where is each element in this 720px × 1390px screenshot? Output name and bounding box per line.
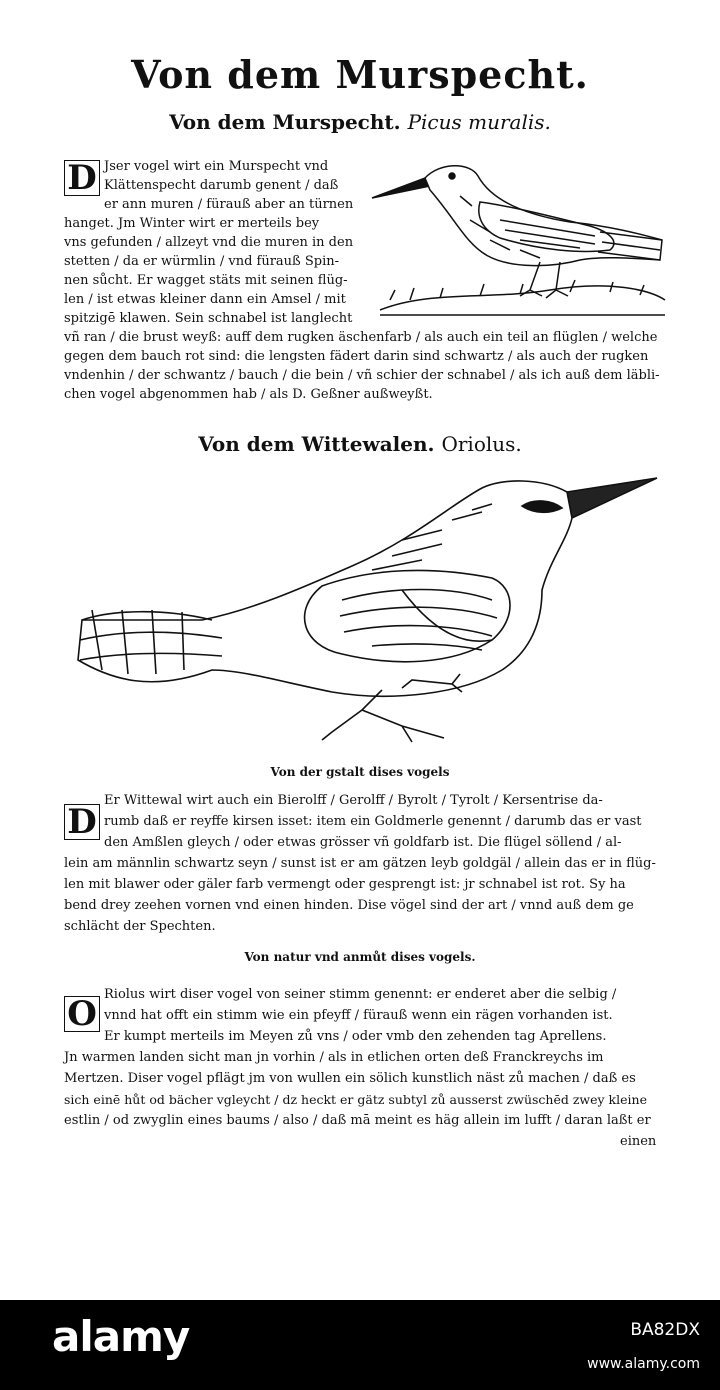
watermark-image-code: BA82DX (630, 1320, 700, 1340)
text-line: gegen dem bauch rot sind: die lengsten fädert darin sind schwartz / als auch der rugken (64, 349, 649, 364)
woodcut-oriole-illustration (72, 470, 662, 750)
text-line: sich einē hůt od bächer vgleycht / dz heckt er gätz subtyl zů ausserst zwüschēd zwey kleine (64, 1092, 647, 1107)
text-line: bend drey zeehen vornen vnd einen hinden. Dise vögel sind der art / vnnd auß dem ge (64, 898, 634, 913)
text-line: estlin / od zwyglin eines baums / also / daß mā meint es häg allein im lufft / daran laßt er (64, 1113, 651, 1128)
text-line: len mit blawer oder gäler farb vermengt oder gesprengt ist: jr schnabel ist rot. Sy ha (64, 877, 626, 892)
dropcap-initial: D (64, 804, 100, 840)
text-line: nen sůcht. Er wagget stäts mit seinen flüg- (64, 273, 348, 288)
caption-nature: Von natur vnd anmůt dises vogels. (244, 950, 476, 964)
text-line: vnnd hat offt ein stimm wie ein pfeyff / fürauß wenn ein rägen vorhanden ist. (104, 1008, 613, 1023)
watermark-url: www.alamy.com (587, 1356, 700, 1372)
text-line: Er Wittewal wirt auch ein Bierolff / Gerolff / Byrolt / Tyrolt / Kersentrise da- (104, 793, 603, 808)
text-line: len / ist etwas kleiner dann ein Amsel / mit (64, 292, 346, 307)
section-title-latin: Oriolus. (441, 432, 522, 456)
text-line: Klättenspecht darumb genent / daß (104, 178, 339, 193)
text-line: Er kumpt merteils im Meyen zů vns / oder vmb den zehenden tag Aprellens. (104, 1029, 607, 1044)
text-line: vns gefunden / allzeyt vnd die muren in den (64, 235, 354, 250)
text-line: Riolus wirt diser vogel von seiner stimm genennt: er enderet aber die selbig / (104, 987, 617, 1002)
dropcap-initial: O (64, 996, 100, 1032)
text-line: Jser vogel wirt ein Murspecht vnd (104, 159, 329, 174)
text-line: Jn warmen landen sicht man jn vorhin / als in etlichen orten deß Franckreychs im (64, 1050, 604, 1065)
page-title: Von dem Murspecht. (131, 52, 589, 97)
text-line: lein am männlin schwartz seyn / sunst ist er am gätzen leyb goldgäl / allein das er in flüg- (64, 856, 656, 871)
caption-shape: Von der gstalt dises vogels (270, 765, 450, 779)
text-line: schlächt der Spechten. (64, 919, 216, 934)
text-line: spitzigē klawen. Sein schnabel ist langlecht (64, 311, 353, 326)
woodcut-wallcreeper-illustration (370, 150, 670, 330)
text-line: stetten / da er würmlin / vnd fürauß Spin- (64, 254, 340, 269)
text-line: den Amßlen gleych / oder etwas grösser vñ goldfarb ist. Die flügel söllend / al- (104, 835, 622, 850)
section-title-german: Von dem Wittewalen. (198, 432, 435, 456)
dropcap-initial: D (64, 160, 100, 196)
text-line: er ann muren / fürauß aber an türnen (104, 197, 354, 212)
watermark-bar (0, 1300, 720, 1390)
watermark-brand: alamy (52, 1312, 190, 1361)
text-line: chen vogel abgenommen hab / als D. Geßner außweyßt. (64, 387, 433, 402)
text-line: rumb daß er reyffe kirsen isset: item ein Goldmerle genennt / darumb das er vast (104, 814, 642, 829)
text-line: vndenhin / der schwantz / bauch / die bein / vñ schier der schnabel / als ich auß dem läbli- (64, 368, 660, 383)
subtitle-german: Von dem Murspecht. (169, 110, 401, 134)
subtitle (0, 110, 720, 134)
catchword: einen (620, 1134, 657, 1149)
section-title-oriole (0, 432, 720, 456)
text-line: Mertzen. Diser vogel pflägt jm von wullen ein sölich kunstlich näst zů machen / daß es (64, 1071, 636, 1086)
text-line: vñ ran / die brust weyß: auff dem rugken äschenfarb / als auch ein teil an flüglen / welche (64, 330, 658, 345)
subtitle-latin: Picus muralis. (407, 110, 551, 134)
text-line: hanget. Jm Winter wirt er merteils bey (64, 216, 320, 231)
